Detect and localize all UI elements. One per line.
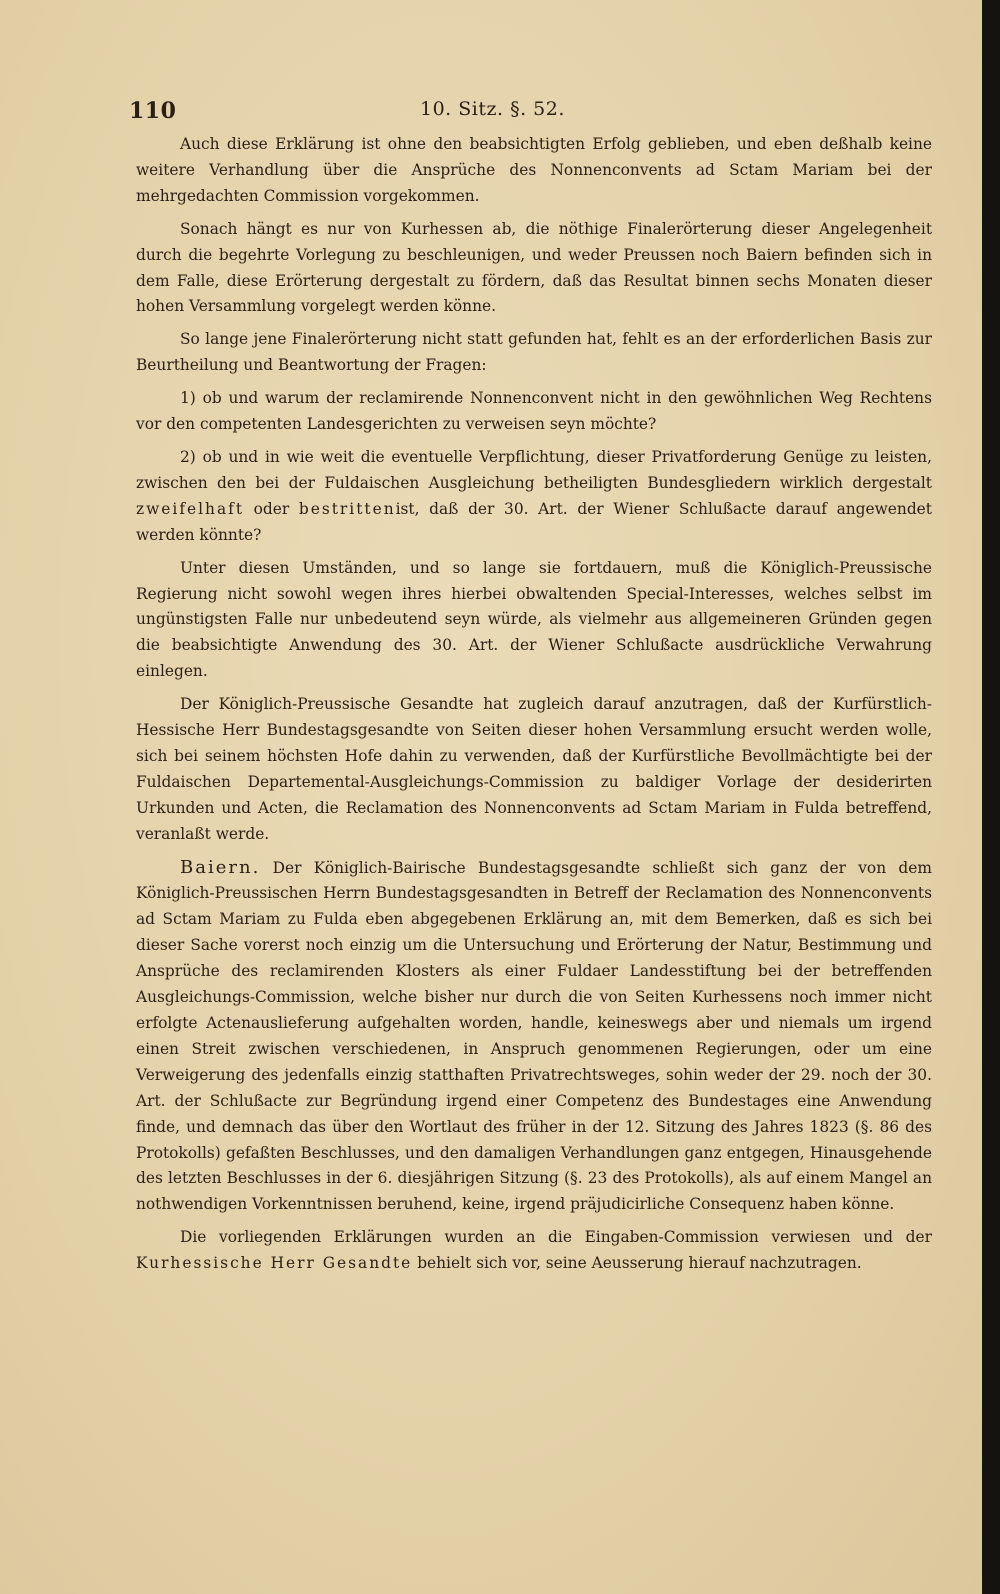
question-2-text-c: oder: [253, 499, 290, 518]
question-1: 1) ob und warum der reclamirende Nonnenconvent nicht in den gewöhnlichen Weg Rechtens vor den competenten Landesgerichten zu verweisen seyn möchte?: [136, 389, 932, 434]
paragraph-bavaria: [136, 855, 932, 1219]
closing-text-a: Die vorliegenden Erklärungen wurden an die Eingaben-Commission verwiesen und der: [180, 1228, 932, 1247]
state-name-bavaria: Baiern.: [180, 856, 261, 878]
scan-edge: [982, 0, 1000, 1594]
running-head: 10. Sitz. §. 52.: [420, 98, 565, 120]
emphasis-disputed: bestritten: [298, 499, 396, 518]
paragraph-2: Sonach hängt es nur von Kurhessen ab, die nöthige Finalerörterung dieser Angelegenheit durch die begehrte Vorlegung zu beschleunigen, und weder Preussen noch Baiern befinden sich in dem Falle, diese Erörterung dergestalt zu fördern, daß das Resultat binnen sechs Monaten dieser hohen Versammlung vorgelegt werden könne.: [136, 219, 932, 316]
bavaria-declaration: Der Königlich-Bairische Bundestagsgesandte schließt sich ganz der von dem Königlich-Preussischen Herrn Bundestagsgesandten in Betreff der Reclamation des Nonnenconvents ad Sctam Mariam zu Fulda eben abgegebenen Erklärung an, mit dem Bemerken, daß es sich bei dieser Sache vorerst noch einzig um die Untersuchung und Erörterung der Natur, Bestimmung und Ansprüche des reclamirenden Klosters als einer Fuldaer Landesstiftung bei der betreffenden Ausgleichungs-Commission, welche bisher nur durch die von Seiten Kurhessens noch immer nicht erfolgte Actenauslieferung aufgehalten worden, handle, keineswegs aber und niemals um irgend einen Streit zwischen verschiedenen, in Anspruch genommenen Regierungen, oder um eine Verweigerung des jedenfalls einzig statthaften Privatrechtsweges, sohin weder der 29. noch der 30. Art. der Schlußacte zur Begründung irgend einer Competenz des Bundestages eine Anwendung finde, und demnach das über den Wortlaut des früher in der 12. Sitzung des Jahres 1823 (§. 86 des Protokolls) gefaßten Beschlusses, und den damaligen Verhandlungen ganz entgegen, Hinausgehende des letzten Beschlusses in der 6. diesjährigen Sitzung (§. 23 des Protokolls), als auf einem Mangel an nothwendigen Vorkenntnissen beruhend, keine, irgend präjudicirliche Consequenz haben könne.: [136, 858, 932, 1214]
paragraph-1: Auch diese Erklärung ist ohne den beabsichtigten Erfolg geblieben, und eben deßhalb keine weitere Verhandlung über die Ansprüche des Nonnenconvents ad Sctam Mariam bei der mehrgedachten Commission vorgekommen.: [136, 135, 932, 205]
emphasis-doubtful: zweifelhaft: [136, 499, 245, 518]
closing-text-c: behielt sich vor, seine Aeusserung hierauf nachzutragen.: [417, 1254, 862, 1273]
paragraph-3: So lange jene Finalerörterung nicht statt gefunden hat, fehlt es an der erforderlichen Basis zur Beurtheilung und Beantwortung der Fragen:: [136, 330, 932, 375]
closing-paragraph: [136, 1225, 932, 1277]
paragraph-7: Der Königlich-Preussische Gesandte hat zugleich darauf anzutragen, daß der Kurfürstlich-Hessische Herr Bundestagsgesandte von Seiten dieser hohen Versammlung ersucht werden wolle, sich bei seinem höchsten Hofe dahin zu verwenden, daß der Kurfürstliche Bevollmächtigte bei der Fuldaischen Departemental-Ausgleichungs-Commission zu baldiger Vorlage der desiderirten Urkunden und Acten, die Reclamation des Nonnenconvents ad Sctam Mariam in Fulda betreffend, veranlaßt werde.: [136, 695, 932, 843]
page-number: 110: [129, 98, 177, 124]
question-2-text-e: ist, daß der 30. Art. der Wiener Schlußacte darauf angewendet werden könnte?: [136, 499, 932, 544]
question-2-text-a: 2) ob und in wie weit die eventuelle Verpflichtung, dieser Privatforderung Genüge zu leisten, zwischen den bei der Fuldaischen Ausgleichung betheiligten Bundesgliedern wirklich dergestalt: [136, 447, 932, 492]
emphasis-hessian-envoy: Kurhessische Herr Gesandte: [136, 1254, 413, 1273]
question-2: [136, 445, 932, 549]
body-text: [136, 132, 932, 1277]
paragraph-6: Unter diesen Umständen, und so lange sie fortdauern, muß die Königlich-Preussische Regierung nicht sowohl wegen ihres hierbei obwaltenden Special-Interesses, welches selbst im ungünstigsten Falle nur unbedeutend seyn würde, als vielmehr aus allgemeineren Gründen gegen die beabsichtigte Anwendung des 30. Art. der Wiener Schlußacte ausdrückliche Verwahrung einlegen.: [136, 558, 932, 681]
